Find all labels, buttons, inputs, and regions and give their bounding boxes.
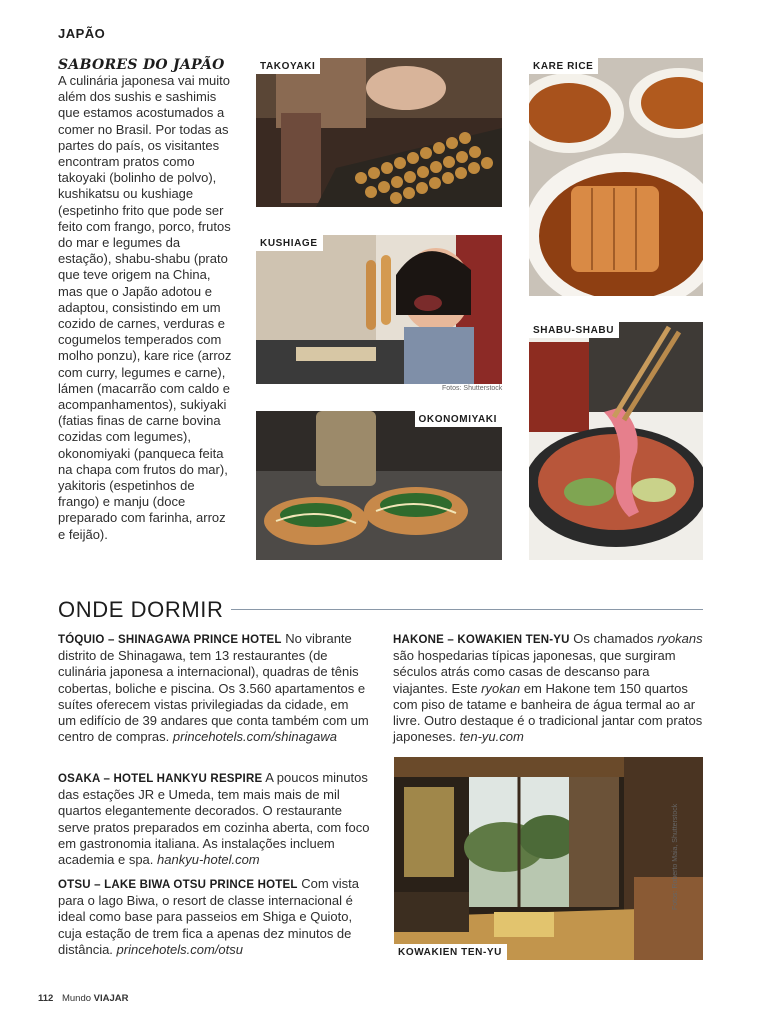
section-heading-onde-dormir: ONDE DORMIR — [58, 597, 224, 622]
magazine-name-bold: VIAJAR — [93, 993, 129, 1004]
hotel-entry-kowakien — [393, 631, 705, 745]
photo-label-takoyaki: TAKOYAKI — [256, 58, 320, 74]
photo-label-kare-rice: KARE RICE — [529, 58, 598, 74]
hotel-description: são hospedarias típicas japonesas, que surgiram séculos atrás como casas de descanso para viajantes. Este — [393, 648, 676, 696]
photo-kowakien — [394, 757, 703, 960]
hotel-url[interactable]: hankyu-hotel.com — [157, 852, 260, 868]
hotel-entry-shinagawa — [58, 631, 370, 745]
hotel-url[interactable]: princehotels.com/shinagawa — [172, 729, 337, 745]
okonomiyaki-image — [256, 411, 502, 560]
photo-kushiage — [256, 235, 502, 384]
ryokan-term: ryokan — [481, 680, 521, 696]
ryokan-term: ryokans — [657, 631, 703, 646]
hotel-name: TÓQUIO – SHINAGAWA PRINCE HOTEL — [58, 634, 282, 646]
photo-kare-rice — [529, 58, 703, 296]
photo-credit-hotel: Fotos: Roberto Maia, Shutterstock — [672, 803, 679, 910]
magazine-name: Mundo — [61, 993, 92, 1004]
kowakien-image — [394, 757, 703, 960]
hotel-description: No vibrante distrito de Shinagawa, tem 13 restaurantes (de culinária japonesa a internacional), quadras de tênis cobertas, boliche e piscina. Os 3.560 apartamentos e suítes oferecem vistas privilegiadas da cidade, em um edifício de 39 andares que conta também com um centro de compras. — [58, 631, 369, 745]
page-footer — [38, 993, 129, 1004]
photo-credit-food: Fotos: Shutterstock — [442, 385, 503, 392]
hotel-name: OTSU – LAKE BIWA OTSU PRINCE HOTEL — [58, 879, 298, 891]
intro-title: SABORES DO JAPÃO — [58, 57, 225, 73]
hotel-entry-otsu — [58, 876, 370, 958]
takoyaki-image — [256, 58, 502, 207]
hotel-description: A poucos minutos das estações JR e Umeda, tem mais mais de mil quartos elegantemente decorados. O restaurante serve pratos preparados em cozinha aberta, com foco em gastronomia italiana. As instalações incluem academia e spa. — [58, 770, 370, 868]
kare-rice-image — [529, 58, 703, 296]
heading-rule — [231, 609, 703, 610]
kushiage-image — [256, 235, 502, 384]
photo-label-kushiage: KUSHIAGE — [256, 235, 323, 251]
shabu-shabu-image — [529, 322, 703, 560]
page-number: 112 — [38, 993, 54, 1004]
photo-shabu-shabu — [529, 322, 703, 560]
hotel-description: em Hakone tem 150 quartos com piso de tatame e banheira de água termal ao ar livre. Outro destaque é o tradicional jantar com pratos japoneses. — [393, 680, 703, 745]
photo-takoyaki — [256, 58, 502, 207]
section-tag: JAPÃO — [58, 26, 106, 41]
hotel-url[interactable]: princehotels.com/otsu — [116, 941, 243, 957]
photo-label-kowakien: KOWAKIEN TEN-YU — [394, 944, 507, 960]
photo-label-okonomiyaki: OKONOMIYAKI — [415, 411, 502, 427]
hotel-description: Com vista para o lago Biwa, o resort de classe internacional é ideal como base para passeios em Shiga e Quioto, cuja estação de trem fica a apenas dez minutos de distância. — [58, 876, 360, 957]
photo-okonomiyaki — [256, 411, 502, 560]
hotel-description: Os chamados — [573, 631, 654, 646]
intro-text: A culinária japonesa vai muito além dos sushis e sashimis que estamos acostumados a comer no Brasil. Por todas as partes do país, os visitantes encontram pratos como takoyaki (bolinho de polvo), kushikatsu ou kushiage (espetinho frito que pode ser feito com frango, porco, frutos do mar e legumes da estação), shabu-shabu (prato que teve origem na China, mas que o Japão adotou e adaptou, consistindo em um cozido de carnes, verduras e cogumelos temperados com molho ponzu), kare rice (arroz com curry, legumes e carne), lámen (macarrão com caldo e acompanhamentos), sukiyaki (fatias finas de carne bovina cozidas com legumes), okonomiyaki (panqueca feita na chapa com frutos do mar), yakitoris (espetinhos de frango) e manju (doce preparado com farinha, arroz e feijão). — [58, 73, 232, 542]
photo-label-shabu-shabu: SHABU-SHABU — [529, 322, 619, 338]
hotel-name: OSAKA – HOTEL HANKYU RESPIRE — [58, 773, 263, 785]
hotel-url[interactable]: ten-yu.com — [459, 729, 524, 745]
hotel-entry-hankyu — [58, 770, 370, 868]
hotel-name: HAKONE – KOWAKIEN TEN-YU — [393, 634, 570, 646]
